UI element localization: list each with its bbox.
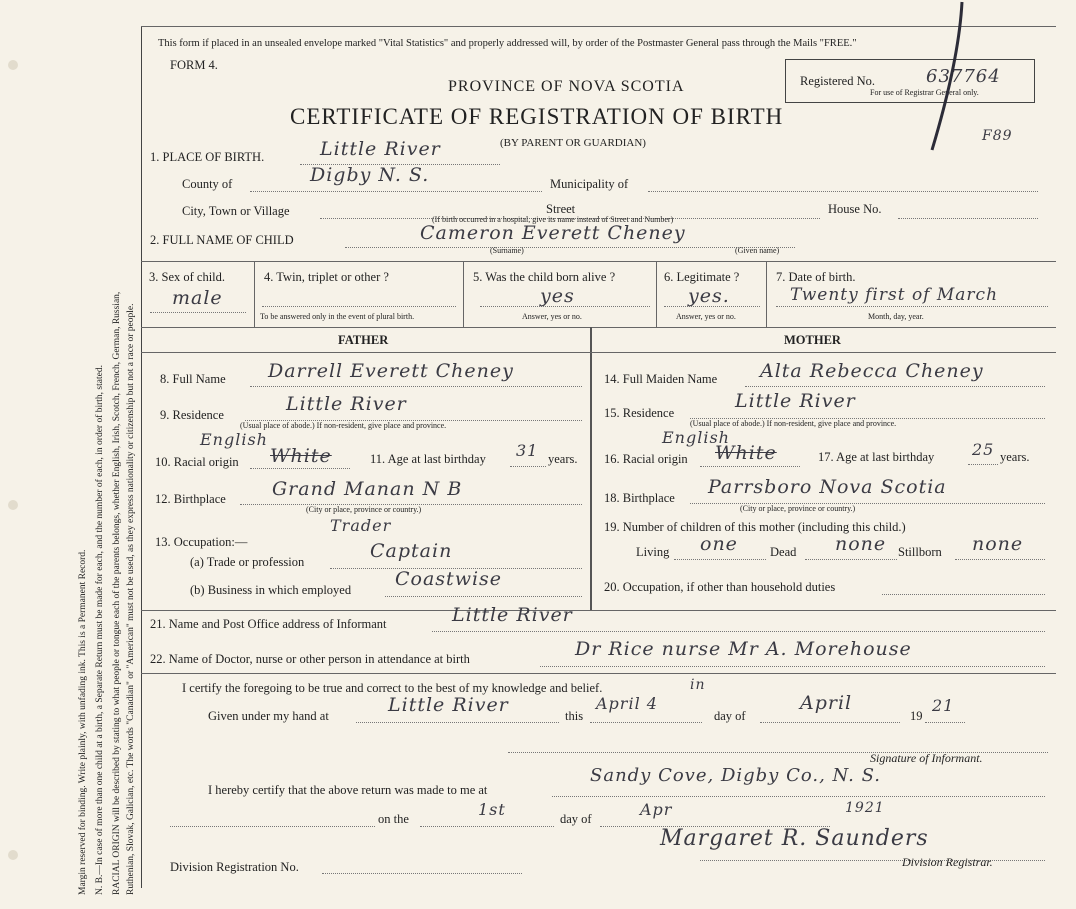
father-name-label: 8. Full Name	[160, 372, 226, 386]
informant-value: Little River	[452, 604, 573, 626]
dead-label: Dead	[770, 545, 797, 559]
mother-children-label: 19. Number of children of this mother (including this child.)	[604, 520, 906, 534]
informant-label: 21. Name and Post Office address of Informant	[150, 617, 387, 631]
given-year-prefix: 19	[910, 709, 923, 723]
certify-text: I certify the foregoing to be true and correct to the best of my knowledge and belief.	[182, 681, 603, 695]
born-alive-label: 5. Was the child born alive ?	[473, 270, 616, 284]
form-number: FORM 4.	[170, 58, 218, 72]
living-label: Living	[636, 545, 670, 559]
surname-note: (Surname)	[490, 246, 524, 255]
mother-heading: MOTHER	[784, 333, 841, 347]
father-residence-value: Little River	[286, 393, 407, 415]
registrar-signature: Margaret R. Saunders	[660, 826, 929, 851]
mother-birthplace-value: Parrsboro Nova Scotia	[708, 476, 947, 498]
mother-occupation-label: 20. Occupation, if other than household duties	[604, 580, 836, 594]
born-alive-value: yes	[540, 285, 575, 307]
stillborn-label: Stillborn	[898, 545, 942, 559]
father-race-old: White	[270, 445, 332, 467]
registrar-label: Division Registrar.	[902, 855, 993, 869]
mother-years: years.	[1000, 450, 1030, 464]
born-alive-note: Answer, yes or no.	[522, 312, 582, 321]
on-dayof-label: day of	[560, 812, 592, 826]
place-of-birth-value: Little River	[320, 138, 441, 160]
given-day-value: April 4	[596, 694, 658, 713]
sex-label: 3. Sex of child.	[149, 270, 226, 284]
province-title: PROVINCE OF NOVA SCOTIA	[448, 78, 685, 95]
stillborn-value: none	[972, 533, 1024, 555]
margin-mark: F89	[982, 128, 1013, 144]
mother-residence-note: (Usual place of abode.) If non-resident, give place and province.	[690, 419, 897, 428]
given-year-value: 21	[932, 696, 955, 715]
side-text-nb: N. B.—In case of more than one child at a birth, a Separate Return must be made for each, and the number of each, in order of birth, stated.	[95, 365, 105, 895]
mother-residence-value: Little River	[735, 390, 856, 412]
given-in-mark: in	[690, 677, 706, 693]
place-of-birth-label: 1. PLACE OF BIRTH.	[150, 150, 265, 164]
mother-race-old: White	[715, 442, 777, 464]
twin-label: 4. Twin, triplet or other ?	[264, 270, 389, 284]
mother-name-label: 14. Full Maiden Name	[604, 372, 718, 386]
punch-hole	[8, 60, 18, 70]
by-parent-note: (BY PARENT OR GUARDIAN)	[500, 137, 646, 149]
registered-number: 637764	[926, 66, 1001, 87]
informant-signature-label: Signature of Informant.	[870, 751, 983, 765]
city-label: City, Town or Village	[182, 204, 290, 218]
dob-label: 7. Date of birth.	[776, 270, 856, 284]
father-race-label: 10. Racial origin	[155, 455, 239, 469]
doctor-value: Dr Rice nurse Mr A. Morehouse	[575, 638, 912, 660]
father-age-value: 31	[516, 441, 539, 460]
form-border-left	[141, 26, 142, 888]
postal-notice: This form if placed in an unsealed envelope marked "Vital Statistics" and properly addressed will, by order of the Postmaster General pass through the Mails "FREE."	[158, 38, 857, 49]
father-business-label: (b) Business in which employed	[190, 583, 352, 597]
dob-note: Month, day, year.	[868, 312, 924, 321]
given-name-note: (Given name)	[735, 246, 780, 255]
father-trade-value: Captain	[370, 540, 453, 562]
dob-value: Twenty first of March	[790, 285, 999, 305]
on-year-value: 1921	[845, 800, 885, 816]
registered-note: For use of Registrar General only.	[870, 88, 979, 97]
mother-birthplace-note: (City or place, province or country.)	[740, 504, 856, 513]
mother-race-value: English	[662, 428, 730, 447]
county-value: Digby N. S.	[310, 164, 430, 186]
side-text-binding: Margin reserved for binding. Write plainly, with unfading ink. This is a Permanent Record.	[78, 549, 88, 895]
sex-value: male	[172, 287, 223, 309]
dead-value: none	[835, 533, 887, 555]
mother-age-value: 25	[972, 440, 995, 459]
legitimate-note: Answer, yes or no.	[676, 312, 736, 321]
child-name-value: Cameron Everett Cheney	[420, 222, 686, 244]
county-label: County of	[182, 177, 233, 191]
mother-race-label: 16. Racial origin	[604, 452, 688, 466]
doctor-label: 22. Name of Doctor, nurse or other person in attendance at birth	[150, 652, 470, 666]
side-text-racial: RACIAL ORIGIN will be described by stating to what people or tongue each of the parents belongs, whether English, Irish, Scotch, French, German, Russian,	[112, 291, 122, 895]
father-birthplace-value: Grand Manan N B	[272, 478, 463, 500]
punch-hole	[8, 500, 18, 510]
father-age-label: 11. Age at last birthday	[370, 452, 486, 466]
living-value: one	[700, 533, 738, 555]
house-number-label: House No.	[828, 202, 882, 216]
mother-residence-label: 15. Residence	[604, 406, 675, 420]
given-month-value: April	[800, 692, 853, 714]
given-dayof-label: day of	[714, 709, 746, 723]
division-registration-label: Division Registration No.	[170, 860, 299, 874]
mother-age-label: 17. Age at last birthday	[818, 450, 935, 464]
father-occupation-old: Trader	[330, 516, 392, 535]
on-day-value: 1st	[478, 800, 506, 819]
on-month-value: Apr	[640, 800, 673, 819]
mother-birthplace-label: 18. Birthplace	[604, 491, 675, 505]
registered-box	[785, 59, 1035, 103]
legitimate-value: yes.	[688, 285, 730, 307]
father-years: years.	[548, 452, 578, 466]
legitimate-label: 6. Legitimate ?	[664, 270, 740, 284]
mother-name-value: Alta Rebecca Cheney	[760, 360, 984, 382]
father-occupation-label: 13. Occupation:—	[155, 535, 248, 549]
child-name-label: 2. FULL NAME OF CHILD	[150, 233, 294, 247]
hereby-place-value: Sandy Cove, Digby Co., N. S.	[590, 765, 881, 786]
street-label: Street	[546, 202, 576, 216]
father-trade-label: (a) Trade or profession	[190, 555, 305, 569]
father-birthplace-note: (City or place, province or country.)	[306, 505, 422, 514]
father-birthplace-label: 12. Birthplace	[155, 492, 226, 506]
father-name-value: Darrell Everett Cheney	[268, 360, 514, 382]
pen-stroke-mark	[920, 0, 970, 160]
father-race-value: English	[200, 430, 268, 449]
registered-label: Registered No.	[800, 74, 875, 88]
father-heading: FATHER	[338, 333, 389, 347]
hospital-note: (If birth occurred in a hospital, give its name instead of Street and Number)	[432, 215, 674, 224]
twin-note: To be answered only in the event of plural birth.	[260, 312, 415, 321]
side-text-ruthenian: Ruthenian, Slovak, Galician, etc. The words "Canadian" or "American" must not be used, as they express nationality or citizenship but not a race or people.	[126, 303, 136, 895]
punch-hole	[8, 850, 18, 860]
given-place-value: Little River	[388, 694, 509, 716]
municipality-label: Municipality of	[550, 177, 629, 191]
father-residence-label: 9. Residence	[160, 408, 224, 422]
given-under-label: Given under my hand at	[208, 709, 329, 723]
father-business-value: Coastwise	[395, 568, 503, 590]
father-residence-note: (Usual place of abode.) If non-resident, give place and province.	[240, 421, 447, 430]
given-this-label: this	[565, 709, 584, 723]
certificate-title: CERTIFICATE OF REGISTRATION OF BIRTH	[290, 104, 784, 129]
hereby-label: I hereby certify that the above return was made to me at	[208, 783, 488, 797]
on-the-label: on the	[378, 812, 409, 826]
form-border-top	[141, 26, 1056, 27]
